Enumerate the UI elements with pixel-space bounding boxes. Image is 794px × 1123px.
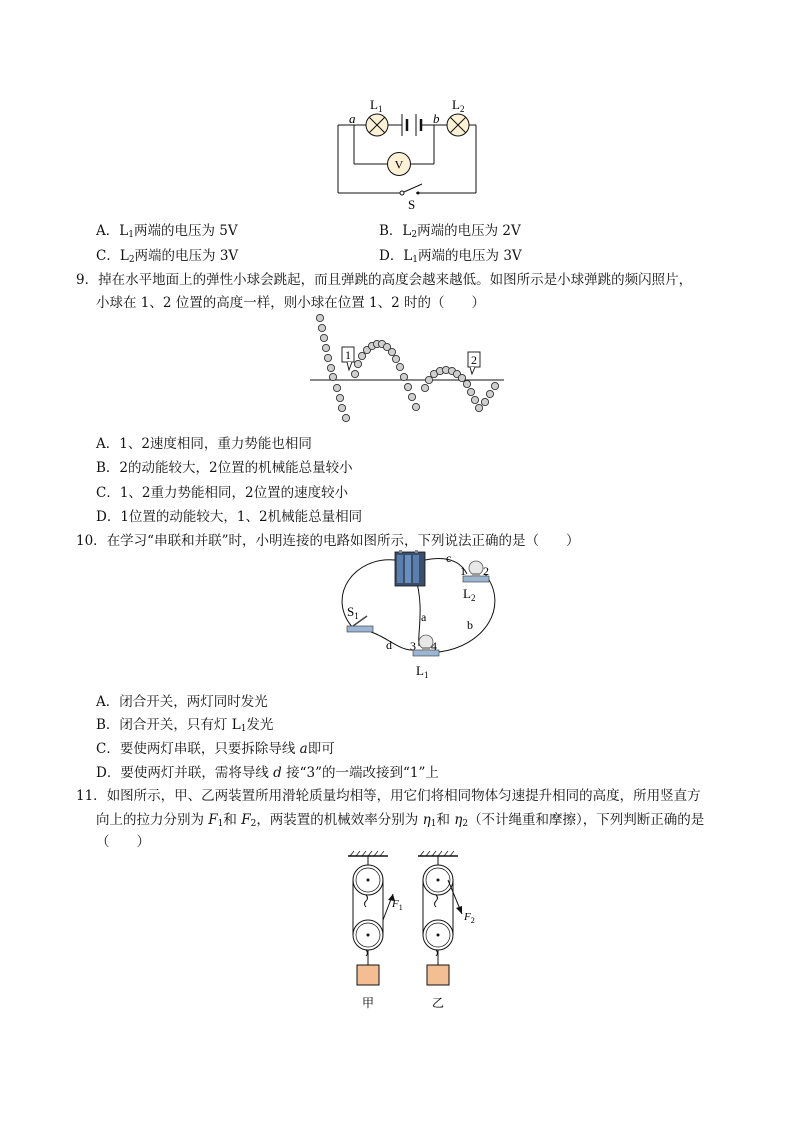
q8-circuit-figure (330, 92, 490, 212)
q11-stem-line1: 11．如图所示，甲、乙两装置所用滑轮质量均相等，用它们将相同物体匀速提升相同的高度，所用竖直方 (76, 788, 701, 804)
label-jia: 甲 (361, 996, 375, 1010)
ball-dot (491, 382, 498, 389)
q9-option-b: B．2的动能较大，2位置的机械能总量较小 (96, 460, 353, 476)
ball-dot (425, 376, 432, 383)
ball-dot (392, 355, 399, 362)
ball-dot (486, 390, 493, 397)
terminal-3: 3 (410, 639, 416, 653)
ball-dot (338, 404, 345, 411)
q11-stem-line2: 向上的拉力分别为 $F_1$和 $F_2$，两装置的机械效率分别为 $\eta_1$和 $\eta_2$（不计绳重和摩擦），下列判断正确的是 (96, 812, 705, 829)
ball-dot (329, 373, 336, 380)
q10-option-a: A．闭合开关，两灯同时发光 (96, 694, 268, 710)
ball-dot (471, 396, 478, 403)
ball-dot (316, 314, 323, 321)
q10-option-d: D．要使两灯并联，需将导线 d 接“3”的一端改接到“1”上 (96, 765, 439, 781)
label-l1: $L_1$ (416, 663, 429, 680)
lamp-l2 (447, 114, 469, 136)
ball-dot (463, 380, 470, 387)
q10-option-c: C．要使两灯串联，只要拆除导线 a即可 (96, 741, 335, 757)
q9-option-d: D．1位置的动能较大，1、2机械能总量相同 (96, 509, 363, 525)
label-s1: $S_1$ (347, 604, 359, 621)
q10-stem: 10．在学习“串联和并联”时，小明连接的电路如图所示，下列说法正确的是（ ） (76, 533, 580, 549)
terminal-2: 2 (483, 564, 489, 578)
position-1-label: 1 (345, 348, 351, 362)
ball-dot (404, 383, 411, 390)
q9-option-c: C．1、2重力势能相同，2位置的速度较小 (96, 485, 349, 501)
switch-s (400, 184, 422, 195)
q10-option-b: B．闭合开关，只有灯 $L_1$发光 (96, 717, 274, 734)
device-yi (423, 856, 462, 985)
ball-dot (458, 374, 465, 381)
terminal-4: 4 (431, 639, 437, 653)
q9-stem-line1: 9．掉在水平地面上的弹性小球会跳起，而且弹跳的高度会越来越低。如图所示是小球弹跳的频闪照片， (76, 272, 693, 288)
position-2-marker (468, 352, 480, 374)
ball-dot (408, 393, 415, 400)
q9-bounce-figure (305, 310, 510, 430)
ball-dot (333, 384, 340, 391)
label-b: b (433, 111, 440, 126)
ball-dot (318, 324, 325, 331)
ball-dot (400, 373, 407, 380)
q8-option-d: D．$L_1$两端的电压为 3V (379, 248, 522, 265)
label-yi: 乙 (431, 996, 445, 1010)
label-l2: $L_2$ (463, 586, 476, 603)
label-a: a (349, 111, 356, 126)
lamp-l1 (366, 114, 388, 136)
q11-stem-line3: （ ） (96, 834, 150, 850)
ball-dot (396, 363, 403, 370)
wire-label-a: a (421, 610, 427, 624)
voltmeter-label: V (394, 157, 404, 172)
ball-dot (421, 384, 428, 391)
position-2-label: 2 (471, 353, 477, 367)
wire-label-c: c (446, 551, 452, 565)
ball-dot (481, 398, 488, 405)
q8-option-b: B．$L_2$两端的电压为 2V (379, 223, 521, 240)
weight-yi (427, 965, 449, 985)
ball-dot (324, 354, 331, 361)
terminal-1: 1 (460, 564, 466, 578)
ball-dot (412, 403, 419, 410)
ball-dot (351, 370, 358, 377)
weight-jia (357, 965, 379, 985)
q9-option-a: A．1、2速度相同，重力势能也相同 (96, 436, 312, 452)
ball-dot (354, 360, 361, 367)
ball-dot (475, 404, 482, 411)
q10-circuit-figure (325, 546, 515, 686)
position-1-marker (342, 347, 354, 370)
wire-label-d: d (386, 638, 392, 652)
ball-dot (467, 388, 474, 395)
label-f1: $F_1$ (392, 898, 403, 912)
ball-dot (342, 414, 349, 421)
label-l2: $L_2$ (452, 97, 465, 114)
ball-dot (322, 344, 329, 351)
battery-pack (395, 550, 425, 586)
device-jia (353, 856, 395, 985)
ball-dot (320, 334, 327, 341)
ball-dot (388, 348, 395, 355)
q9-stem-line2: 小球在 1、2 位置的高度一样，则小球在位置 1、2 时的（ ） (96, 295, 486, 311)
q8-option-c: C．$L_2$两端的电压为 3V (96, 248, 239, 265)
label-l1: $L_1$ (370, 97, 383, 114)
ball-dot (358, 352, 365, 359)
q8-option-a: A．$L_1$两端的电压为 5V (96, 223, 238, 240)
label-s: S (408, 197, 416, 212)
q11-pulley-figure (340, 850, 480, 1015)
battery (402, 114, 421, 136)
ball-dot (336, 394, 343, 401)
wire-label-b: b (467, 618, 473, 632)
ball-dot (327, 364, 334, 371)
label-f2: $F_2$ (464, 911, 475, 925)
